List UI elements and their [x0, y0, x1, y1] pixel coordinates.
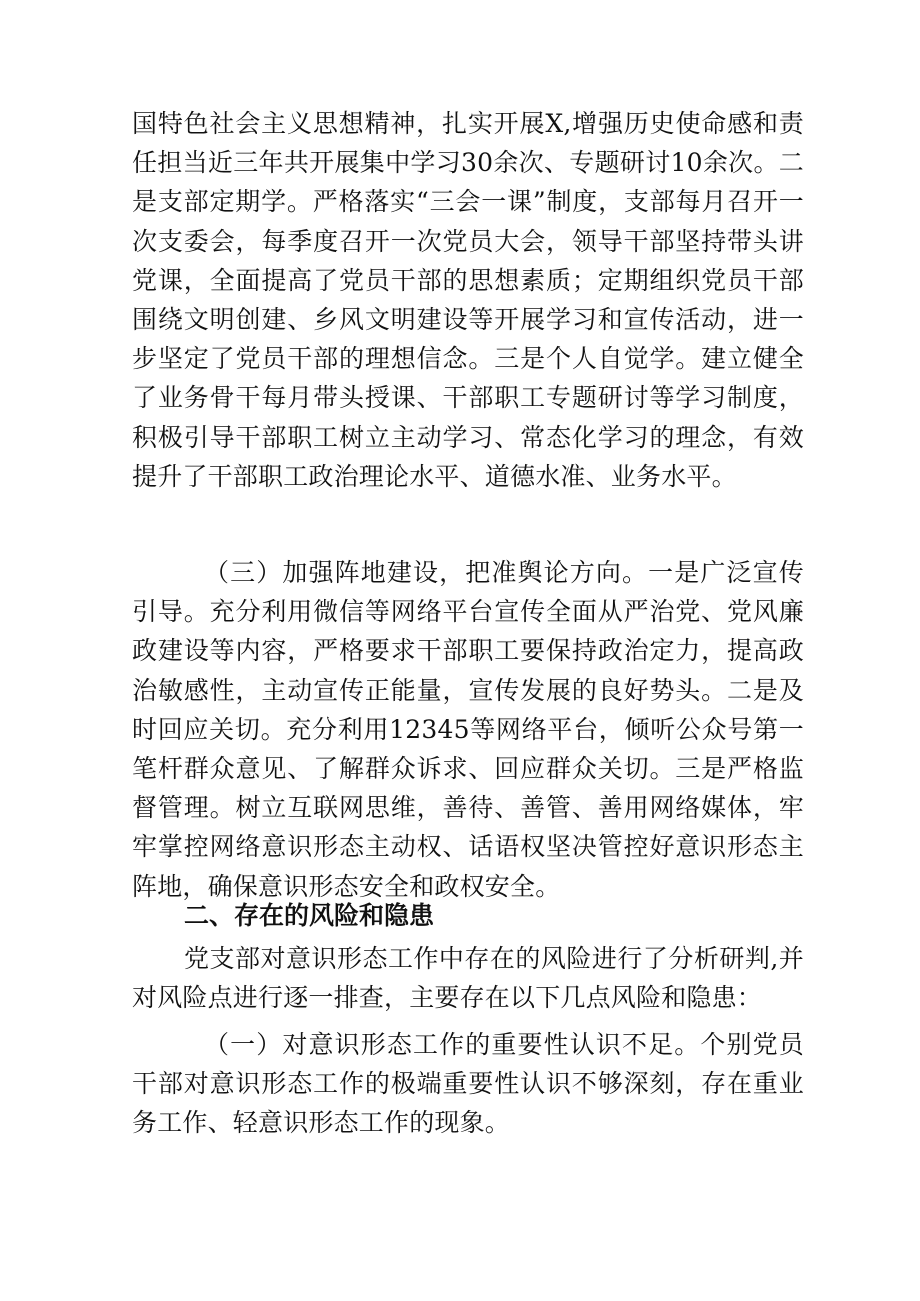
section-heading-risks: 二、存在的风险和隐患	[184, 901, 435, 930]
paragraph-position-building: （三）加强阵地建设，把准舆论方向。一是广泛宣传引导。充分利用微信等网络平台宣传全面从严治党、党风廉政建设等内容，严格要求干部职工要保持政治定力，提高政治敏感性，主动宣传正能量，宣传发展的良好势头。二是及时回应关切。充分利用12345等网络平台，倾听公众号第一笔杆群众意见、了解群众诉求、回应群众关切。三是严格监督管理。树立互联网思维，善待、善管、善用网络媒体，牢牢掌控网络意识形态主动权、话语权坚决管控好意识形态主阵地，确保意识形态安全和政权安全。	[132, 558, 804, 901]
paragraph-study-activities: 国特色社会主义思想精神，扎实开展X,增强历史使命感和责任担当近三年共开展集中学习30余次、专题研讨10余次。二是支部定期学。严格落实“三会一课”制度，支部每月召开一次支委会，每季度召开一次党员大会，领导干部坚持带头讲党课，全面提高了党员干部的思想素质；定期组织党员干部围绕文明创建、乡风文明建设等开展学习和宣传活动，进一步坚定了党员干部的理想信念。三是个人自觉学。建立健全了业务骨干每月带头授课、干部职工专题研讨等学习制度，积极引导干部职工树立主动学习、常态化学习的理念，有效提升了干部职工政治理论水平、道德水准、业务水平。	[132, 109, 804, 491]
paragraph-risk-intro: 党支部对意识形态工作中存在的风险进行了分析研判,并对风险点进行逐一排查，主要存在以下几点风险和隐患：	[132, 944, 804, 1013]
paragraph-risk-item-1: （一）对意识形态工作的重要性认识不足。个别党员干部对意识形态工作的极端重要性认识不够深刻，存在重业务工作、轻意识形态工作的现象。	[132, 1030, 804, 1138]
